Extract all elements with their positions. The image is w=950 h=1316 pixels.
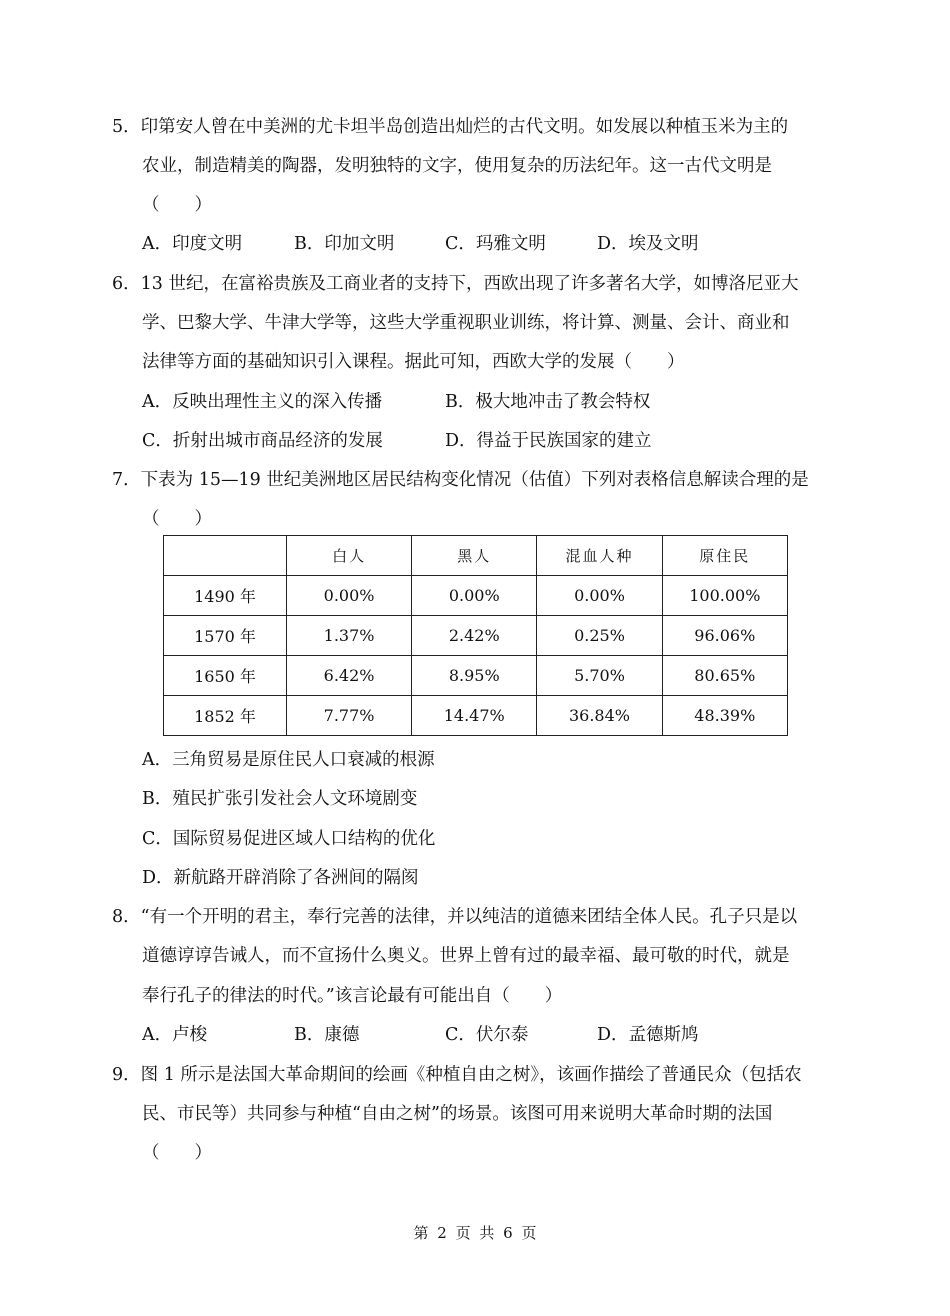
table-cell: 14.47%: [412, 696, 537, 736]
table-header-cell: 白人: [287, 536, 412, 576]
table-row: [164, 576, 788, 616]
q9-answer-blank: （ ）: [142, 1143, 212, 1163]
q5-stem-line-2: 农业，制造精美的陶器，发明独特的文字，使用复杂的历法纪年。这一古代文明是: [142, 156, 772, 176]
table-row: [164, 696, 788, 736]
q9-stem-line-1: 9．图 1 所示是法国大革命期间的绘画《种植自由之树》，该画作描绘了普通民众（包括农: [112, 1065, 802, 1085]
q6-stem-line-3: 法律等方面的基础知识引入课程。据此可知，西欧大学的发展（ ）: [142, 352, 685, 372]
table-cell: 8.95%: [412, 656, 537, 696]
page-number-footer: 第 2 页 共 6 页: [413, 1224, 537, 1242]
table-cell-year: 1852 年: [164, 696, 287, 736]
q7-option-d: D．新航路开辟消除了各洲间的隔阂: [142, 868, 419, 888]
q6-option-c: C．折射出城市商品经济的发展: [142, 431, 383, 451]
q7-option-b: B．殖民扩张引发社会人文环境剧变: [142, 789, 418, 809]
q5-option-b: B．印加文明: [294, 234, 395, 254]
q7-stem-line-1: 7．下表为 15—19 世纪美洲地区居民结构变化情况（估值）下列对表格信息解读合理的是: [112, 470, 809, 490]
table-cell: 2.42%: [412, 616, 537, 656]
table-cell: 7.77%: [287, 696, 412, 736]
q8-option-c: C．伏尔泰: [445, 1025, 529, 1045]
q5-option-c: C．玛雅文明: [445, 234, 546, 254]
q9-stem-line-2: 民、市民等）共同参与种植“自由之树”的场景。该图可用来说明大革命时期的法国: [142, 1104, 773, 1124]
table-cell: 48.39%: [662, 696, 787, 736]
q7-option-a: A．三角贸易是原住民人口衰减的根源: [142, 750, 435, 770]
q8-option-b: B．康德: [294, 1025, 360, 1045]
table-cell: 96.06%: [662, 616, 787, 656]
table-cell-year: 1650 年: [164, 656, 287, 696]
table-row: [164, 656, 788, 696]
table-cell: 0.25%: [537, 616, 662, 656]
q8-stem-line-1: 8．“有一个开明的君主，奉行完善的法律，并以纯洁的道德来团结全体人民。孔子只是以: [112, 907, 798, 927]
table-header-cell: 原住民: [662, 536, 787, 576]
q5-option-a: A．印度文明: [142, 234, 243, 254]
table-header-cell: 黑人: [412, 536, 537, 576]
population-table: [163, 535, 788, 736]
q5-stem-line-1: 5．印第安人曾在中美洲的尤卡坦半岛创造出灿烂的古代文明。如发展以种植玉米为主的: [112, 117, 789, 137]
q6-stem-line-1: 6．13 世纪，在富裕贵族及工商业者的支持下，西欧出现了许多著名大学，如博洛尼亚大: [112, 274, 799, 294]
table-cell: 0.00%: [287, 576, 412, 616]
table-cell: 6.42%: [287, 656, 412, 696]
table-cell: 1.37%: [287, 616, 412, 656]
q8-stem-line-2: 道德谆谆告诫人，而不宣扬什么奥义。世界上曾有过的最幸福、最可敬的时代，就是: [142, 946, 790, 966]
q5-option-d: D．埃及文明: [597, 234, 699, 254]
q7-option-c: C．国际贸易促进区域人口结构的优化: [142, 829, 436, 849]
table-cell: 0.00%: [537, 576, 662, 616]
table-cell: 36.84%: [537, 696, 662, 736]
table-row: [164, 616, 788, 656]
table-header-cell: 混血人种: [537, 536, 662, 576]
table-cell: 5.70%: [537, 656, 662, 696]
q8-option-d: D．孟德斯鸠: [597, 1025, 699, 1045]
q8-stem-line-3: 奉行孔子的律法的时代。”该言论最有可能出自（ ）: [142, 986, 563, 1006]
q7-answer-blank: （ ）: [142, 509, 212, 529]
q6-stem-line-2: 学、巴黎大学、牛津大学等，这些大学重视职业训练，将计算、测量、会计、商业和: [142, 313, 790, 333]
q6-option-d: D．得益于民族国家的建立: [445, 431, 652, 451]
q5-answer-blank: （ ）: [142, 195, 212, 215]
q6-option-a: A．反映出理性主义的深入传播: [142, 392, 383, 412]
table-cell: 100.00%: [662, 576, 787, 616]
table-cell-year: 1490 年: [164, 576, 287, 616]
table-cell-year: 1570 年: [164, 616, 287, 656]
table-header-cell: [164, 536, 287, 576]
table-cell: 0.00%: [412, 576, 537, 616]
table-cell: 80.65%: [662, 656, 787, 696]
table-header-row: [164, 536, 788, 576]
q8-option-a: A．卢梭: [142, 1025, 208, 1045]
q6-option-b: B．极大地冲击了教会特权: [445, 392, 651, 412]
